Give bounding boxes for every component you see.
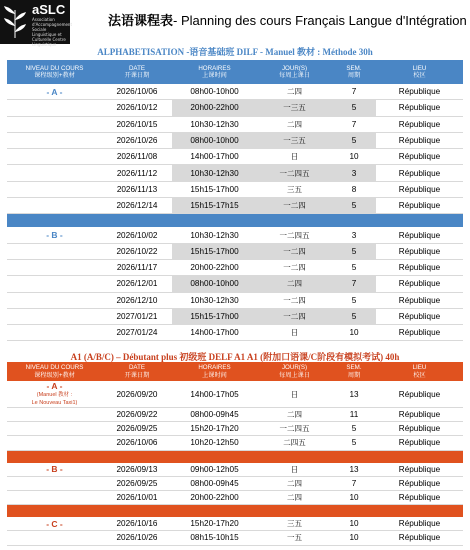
cell-date: 2026/10/26 xyxy=(102,531,172,545)
cell-hours: 08h00-10h00 xyxy=(172,276,257,292)
separator-cell xyxy=(7,505,463,518)
header-hours-zh: 上课时间 xyxy=(202,72,227,79)
cell-hours: 10h30-12h30 xyxy=(172,227,257,243)
header-date-zh: 开课日期 xyxy=(124,72,150,79)
table-row xyxy=(7,165,463,181)
logo-subtitle: Association d'Accompagnement Sociale Linguistique et Culturelle Centre Linguistique xyxy=(32,17,73,47)
course-level-cell xyxy=(7,84,102,100)
header-level xyxy=(7,362,102,381)
cell-place: République xyxy=(376,436,463,450)
cell-hours: 20h00-22h00 xyxy=(172,100,257,116)
cell-date: 2026/10/12 xyxy=(102,100,172,116)
table-row xyxy=(7,181,463,197)
header-hours-fr: HORAIRES xyxy=(198,364,231,371)
cell-hours: 14h00-17h00 xyxy=(172,325,257,341)
course-level-label: - A - xyxy=(46,381,63,391)
cell-days: 日 xyxy=(257,325,332,341)
table-row xyxy=(7,116,463,132)
cell-hours: 10h20-12h50 xyxy=(172,436,257,450)
cell-days: 三五 xyxy=(257,517,332,531)
cell-days: 一二四五 xyxy=(257,165,332,181)
table-header-row xyxy=(7,60,463,84)
cell-hours: 08h15-10h15 xyxy=(172,531,257,545)
cell-place: République xyxy=(376,116,463,132)
table-row xyxy=(7,259,463,275)
header-days-zh: 每周上课日 xyxy=(279,371,310,379)
header-place-zh: 校区 xyxy=(413,72,426,79)
cell-weeks: 7 xyxy=(332,84,376,100)
header-date-fr: DATE xyxy=(128,64,146,72)
course-level-cell xyxy=(7,292,102,308)
cell-days: 一二四 xyxy=(257,243,332,259)
course-level-cell xyxy=(7,531,102,545)
header-place-zh: 校区 xyxy=(413,371,426,379)
table-row xyxy=(7,490,463,504)
aslc-logo xyxy=(0,0,73,47)
cell-place: République xyxy=(376,198,463,214)
course-level-cell xyxy=(7,100,102,116)
header-level-zh: 课程级别+教材 xyxy=(34,72,75,79)
cell-place: République xyxy=(376,100,463,116)
cell-date: 2026/12/14 xyxy=(102,198,172,214)
header-weeks-fr: SEM. xyxy=(346,364,362,371)
cell-weeks: 5 xyxy=(332,308,376,324)
table-row xyxy=(7,84,463,100)
cell-days: 二四 xyxy=(257,408,332,422)
course-level-cell xyxy=(7,149,102,165)
table-row xyxy=(7,149,463,165)
header-weeks xyxy=(332,60,376,84)
cell-days: 一二四 xyxy=(257,259,332,275)
cell-hours: 08h00-10h00 xyxy=(172,132,257,148)
cell-weeks: 5 xyxy=(332,292,376,308)
header-days-fr: JOUR(S) xyxy=(281,64,308,72)
cell-weeks: 5 xyxy=(332,259,376,275)
course-level-cell xyxy=(7,308,102,324)
course-level-cell xyxy=(7,408,102,422)
table-row xyxy=(7,292,463,308)
cell-date: 2026/10/06 xyxy=(102,436,172,450)
cell-place: République xyxy=(376,292,463,308)
table-row xyxy=(7,436,463,450)
course-level-cell xyxy=(7,198,102,214)
course-level-cell xyxy=(7,227,102,243)
course-level-cell xyxy=(7,381,102,408)
cell-weeks: 13 xyxy=(332,381,376,408)
course-level-cell xyxy=(7,259,102,275)
cell-weeks: 5 xyxy=(332,198,376,214)
cell-date: 2026/09/13 xyxy=(102,463,172,477)
cell-hours: 20h00-22h00 xyxy=(172,259,257,275)
cell-hours: 20h00-22h00 xyxy=(172,490,257,504)
cell-date: 2026/11/17 xyxy=(102,259,172,275)
cell-date: 2026/09/25 xyxy=(102,476,172,490)
cell-date: 2026/09/25 xyxy=(102,422,172,436)
header-days xyxy=(257,362,332,381)
table-row xyxy=(7,276,463,292)
cell-weeks: 5 xyxy=(332,100,376,116)
cell-place: République xyxy=(376,308,463,324)
course-level-cell xyxy=(7,276,102,292)
cell-weeks: 10 xyxy=(332,531,376,545)
cell-weeks: 5 xyxy=(332,436,376,450)
table-row xyxy=(7,517,463,531)
header-weeks-zh: 周期 xyxy=(347,371,361,379)
cell-days: 二四 xyxy=(257,116,332,132)
course-level-cell xyxy=(7,181,102,197)
header-place-fr: LIEU xyxy=(412,364,427,371)
cell-place: République xyxy=(376,84,463,100)
cell-days: 一二四 xyxy=(257,198,332,214)
cell-hours: 15h15-17h00 xyxy=(172,308,257,324)
cell-place: République xyxy=(376,165,463,181)
header-place xyxy=(376,60,463,84)
cell-days: 日 xyxy=(257,381,332,408)
cell-days: 二四 xyxy=(257,476,332,490)
group-separator xyxy=(7,214,463,228)
course-level-cell xyxy=(7,422,102,436)
cell-days: 日 xyxy=(257,149,332,165)
cell-weeks: 10 xyxy=(332,325,376,341)
header-weeks xyxy=(332,362,376,381)
cell-place: République xyxy=(376,476,463,490)
cell-hours: 10h30-12h30 xyxy=(172,165,257,181)
cell-hours: 15h20-17h20 xyxy=(172,422,257,436)
table-row xyxy=(7,408,463,422)
course-level-label: - B - xyxy=(46,230,63,241)
cell-date: 2027/01/24 xyxy=(102,325,172,341)
course-level-cell xyxy=(7,243,102,259)
cell-place: République xyxy=(376,463,463,477)
cell-weeks: 5 xyxy=(332,132,376,148)
schedule-table-a1 xyxy=(7,362,463,546)
separator-cell xyxy=(7,450,463,463)
cell-weeks: 10 xyxy=(332,149,376,165)
cell-date: 2026/12/01 xyxy=(102,276,172,292)
cell-place: République xyxy=(376,408,463,422)
table-row xyxy=(7,243,463,259)
cell-place: République xyxy=(376,422,463,436)
cell-place: République xyxy=(376,132,463,148)
cell-weeks: 7 xyxy=(332,476,376,490)
course-level-cell xyxy=(7,165,102,181)
course-level-cell xyxy=(7,116,102,132)
cell-weeks: 13 xyxy=(332,463,376,477)
header-hours-zh: 上课时间 xyxy=(202,371,227,379)
table-row xyxy=(7,227,463,243)
header-date-zh: 开课日期 xyxy=(124,371,150,379)
cell-date: 2026/10/16 xyxy=(102,517,172,531)
cell-days: 一五 xyxy=(257,531,332,545)
cell-place: République xyxy=(376,243,463,259)
cell-weeks: 10 xyxy=(332,517,376,531)
page-title-zh: 法语课程表 xyxy=(108,13,174,28)
section-title-a1: A1 (A/B/C) – Débutant plus 初级班 DELF A1 A1 (附加口语课/C阶段有模拟考试) 40h xyxy=(70,352,400,362)
page-title xyxy=(108,10,467,29)
leaf-icon xyxy=(2,4,28,40)
course-level-cell xyxy=(7,325,102,341)
cell-weeks: 10 xyxy=(332,490,376,504)
header-hours xyxy=(172,362,257,381)
cell-place: République xyxy=(376,325,463,341)
course-level-label: - B - xyxy=(46,464,63,475)
cell-date: 2026/10/15 xyxy=(102,116,172,132)
table-row xyxy=(7,100,463,116)
table-row xyxy=(7,463,463,477)
cell-date: 2026/10/01 xyxy=(102,490,172,504)
table-row xyxy=(7,132,463,148)
cell-hours: 08h00-10h00 xyxy=(172,84,257,100)
header-level-zh: 课程级别+教材 xyxy=(34,371,75,379)
cell-weeks: 7 xyxy=(332,276,376,292)
cell-days: 二四 xyxy=(257,276,332,292)
course-level-cell xyxy=(7,436,102,450)
cell-place: République xyxy=(376,149,463,165)
header-date xyxy=(102,60,172,84)
cell-hours: 14h00-17h00 xyxy=(172,149,257,165)
cell-days: 日 xyxy=(257,463,332,477)
cell-date: 2026/10/02 xyxy=(102,227,172,243)
group-separator xyxy=(7,505,463,518)
table-row xyxy=(7,531,463,545)
cell-days: 一二四五 xyxy=(257,227,332,243)
cell-days: 三五 xyxy=(257,181,332,197)
cell-days: 二四五 xyxy=(257,436,332,450)
cell-place: République xyxy=(376,227,463,243)
cell-hours: 15h20-17h20 xyxy=(172,517,257,531)
header-level xyxy=(7,60,102,84)
cell-date: 2026/09/20 xyxy=(102,381,172,408)
cell-place: République xyxy=(376,490,463,504)
cell-hours: 08h00-09h45 xyxy=(172,476,257,490)
cell-weeks: 5 xyxy=(332,422,376,436)
header-weeks-zh: 周期 xyxy=(347,72,361,79)
cell-date: 2027/01/21 xyxy=(102,308,172,324)
course-level-cell xyxy=(7,463,102,477)
header-days-zh: 每周上课日 xyxy=(279,72,310,79)
course-level-cell xyxy=(7,517,102,531)
cell-hours: 08h00-09h45 xyxy=(172,408,257,422)
cell-days: 一三五 xyxy=(257,100,332,116)
cell-days: 二四 xyxy=(257,84,332,100)
cell-place: République xyxy=(376,181,463,197)
header-date-fr: DATE xyxy=(128,364,146,371)
cell-days: 一二四五 xyxy=(257,422,332,436)
table-row xyxy=(7,381,463,408)
cell-hours: 15h15-17h00 xyxy=(172,243,257,259)
cell-weeks: 11 xyxy=(332,408,376,422)
cell-weeks: 3 xyxy=(332,227,376,243)
cell-hours: 15h15-17h00 xyxy=(172,181,257,197)
cell-place: République xyxy=(376,259,463,275)
course-level-cell xyxy=(7,490,102,504)
header-place-fr: LIEU xyxy=(412,64,427,72)
cell-place: République xyxy=(376,381,463,408)
header-date xyxy=(102,362,172,381)
header-place xyxy=(376,362,463,381)
page-title-fr: - Planning des cours Français Langue d'Intégration xyxy=(173,13,467,28)
cell-days: 一二四 xyxy=(257,292,332,308)
table-header-row xyxy=(7,362,463,381)
cell-date: 2026/11/12 xyxy=(102,165,172,181)
cell-hours: 15h15-17h15 xyxy=(172,198,257,214)
course-manual-note: (Manuel 教材 : Le Nouveau Taxi1) xyxy=(31,392,78,406)
table-row xyxy=(7,476,463,490)
course-level-label: - C - xyxy=(46,518,63,529)
cell-hours: 10h30-12h30 xyxy=(172,292,257,308)
cell-weeks: 3 xyxy=(332,165,376,181)
cell-days: 一三五 xyxy=(257,132,332,148)
logo-name: aSLC xyxy=(32,2,66,17)
header-hours xyxy=(172,60,257,84)
group-separator xyxy=(7,450,463,463)
cell-date: 2026/10/26 xyxy=(102,132,172,148)
header-weeks-fr: SEM. xyxy=(346,64,362,72)
cell-weeks: 7 xyxy=(332,116,376,132)
header-level-fr: NIVEAU DU COURS xyxy=(25,64,84,72)
cell-hours: 09h00-12h05 xyxy=(172,463,257,477)
table-row xyxy=(7,422,463,436)
cell-hours: 10h30-12h30 xyxy=(172,116,257,132)
header-days xyxy=(257,60,332,84)
cell-date: 2026/10/22 xyxy=(102,243,172,259)
cell-weeks: 8 xyxy=(332,181,376,197)
cell-days: 二四 xyxy=(257,490,332,504)
course-level-label: - A - xyxy=(46,86,63,97)
cell-date: 2026/10/06 xyxy=(102,84,172,100)
header-hours-fr: HORAIRES xyxy=(198,64,231,72)
section-title-alphabetisation: ALPHABETISATION -语音基础班 DILF - Manuel 教材 : Méthode 30h xyxy=(97,47,373,57)
cell-date: 2026/12/10 xyxy=(102,292,172,308)
cell-days: 一二四 xyxy=(257,308,332,324)
cell-place: République xyxy=(376,276,463,292)
cell-weeks: 5 xyxy=(332,243,376,259)
cell-place: République xyxy=(376,531,463,545)
schedule-table-alphabetisation xyxy=(7,60,463,341)
course-level-cell xyxy=(7,476,102,490)
cell-date: 2026/09/22 xyxy=(102,408,172,422)
table-row xyxy=(7,325,463,341)
separator-cell xyxy=(7,214,463,228)
cell-date: 2026/11/13 xyxy=(102,181,172,197)
course-level-cell xyxy=(7,132,102,148)
table-row xyxy=(7,308,463,324)
cell-date: 2026/11/08 xyxy=(102,149,172,165)
table-row xyxy=(7,198,463,214)
header-days-fr: JOUR(S) xyxy=(281,364,308,371)
cell-place: République xyxy=(376,517,463,531)
cell-hours: 14h00-17h05 xyxy=(172,381,257,408)
header-level-fr: NIVEAU DU COURS xyxy=(25,364,84,371)
